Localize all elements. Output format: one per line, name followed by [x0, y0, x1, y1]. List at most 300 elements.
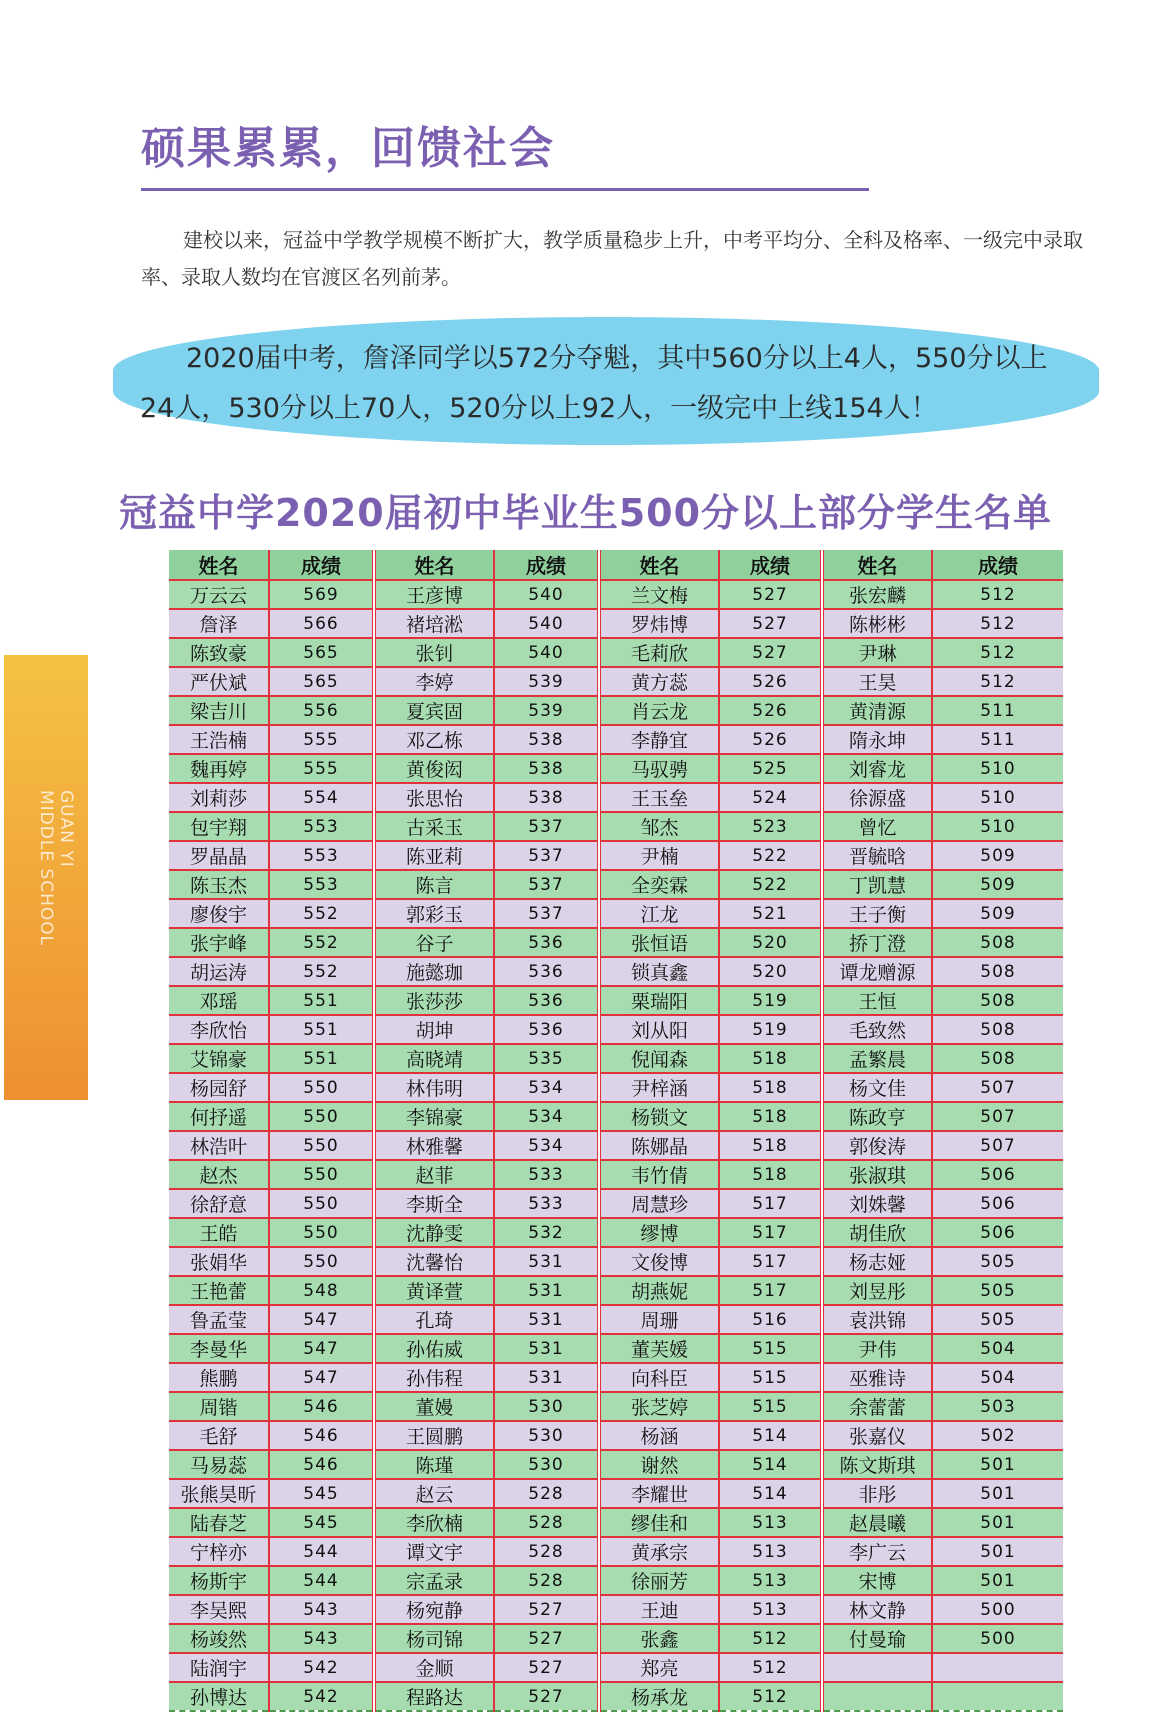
student-name-cell: 王皓: [169, 1218, 269, 1247]
student-name-cell: 兰文梅: [599, 580, 719, 609]
score-cell: 528: [494, 1508, 599, 1537]
score-cell: 551: [269, 1044, 374, 1073]
student-name-cell: 罗炜博: [599, 609, 719, 638]
student-name-cell: 杨锁文: [599, 1102, 719, 1131]
score-cell: 512: [932, 580, 1063, 609]
student-name-cell: 罗晶晶: [169, 841, 269, 870]
student-name-cell: 张宏麟: [822, 580, 932, 609]
score-cell: 519: [719, 986, 822, 1015]
score-cell: 536: [494, 957, 599, 986]
student-name-cell: 魏再婷: [169, 754, 269, 783]
score-cell: 533: [494, 1189, 599, 1218]
student-name-cell: 马驭骋: [599, 754, 719, 783]
student-name-cell: [822, 1682, 932, 1711]
score-cell: 501: [932, 1537, 1063, 1566]
highlight-text: 2020届中考，詹泽同学以572分夺魁，其中560分以上4人，550分以上24人，530分以上70人，520分以上92人，一级完中上线154人！: [140, 343, 1048, 424]
student-name-cell: 鲁孟莹: [169, 1305, 269, 1334]
score-cell: 530: [494, 1450, 599, 1479]
score-cell: 555: [269, 725, 374, 754]
score-cell: 513: [719, 1566, 822, 1595]
score-cell: 534: [494, 1102, 599, 1131]
score-cell: 509: [932, 899, 1063, 928]
table-row: [169, 1015, 1063, 1044]
student-name-cell: 赵菲: [374, 1160, 494, 1189]
student-name-cell: 李锦豪: [374, 1102, 494, 1131]
score-cell: 534: [494, 1073, 599, 1102]
table-row: [169, 841, 1063, 870]
header-score: 成绩: [269, 550, 374, 580]
score-cell: 546: [269, 1450, 374, 1479]
student-name-cell: 赵杰: [169, 1160, 269, 1189]
list-title: 冠益中学2020届初中毕业生500分以上部分学生名单: [118, 491, 1053, 535]
score-cell: 515: [719, 1392, 822, 1421]
table-row: [169, 928, 1063, 957]
score-cell: 507: [932, 1102, 1063, 1131]
section-heading: 硕果累累，回馈社会: [141, 123, 555, 174]
student-name-cell: 杨宛静: [374, 1595, 494, 1624]
student-name-cell: 古采玉: [374, 812, 494, 841]
score-table: [169, 550, 1063, 1712]
student-name-cell: 杨涵: [599, 1421, 719, 1450]
student-name-cell: 毛莉欣: [599, 638, 719, 667]
student-name-cell: 陈政亨: [822, 1102, 932, 1131]
student-name-cell: 詹泽: [169, 609, 269, 638]
score-cell: 531: [494, 1334, 599, 1363]
student-name-cell: 胡运涛: [169, 957, 269, 986]
score-cell: 547: [269, 1334, 374, 1363]
score-cell: 509: [932, 841, 1063, 870]
student-name-cell: 尹琳: [822, 638, 932, 667]
student-name-cell: 刘昱彤: [822, 1276, 932, 1305]
score-cell: 508: [932, 1015, 1063, 1044]
score-cell: 510: [932, 754, 1063, 783]
score-cell: 526: [719, 696, 822, 725]
header-score: 成绩: [932, 550, 1063, 580]
score-cell: 555: [269, 754, 374, 783]
score-cell: 513: [719, 1595, 822, 1624]
score-cell: 506: [932, 1189, 1063, 1218]
student-name-cell: 宗孟录: [374, 1566, 494, 1595]
table-row: [169, 638, 1063, 667]
score-cell: 530: [494, 1421, 599, 1450]
student-name-cell: 尹伟: [822, 1334, 932, 1363]
score-cell: 500: [932, 1624, 1063, 1653]
student-name-cell: 胡燕妮: [599, 1276, 719, 1305]
score-cell: 512: [719, 1653, 822, 1682]
student-name-cell: 李广云: [822, 1537, 932, 1566]
student-name-cell: 黄俊闳: [374, 754, 494, 783]
score-cell: 501: [932, 1450, 1063, 1479]
score-cell: 515: [719, 1334, 822, 1363]
score-cell: 504: [932, 1363, 1063, 1392]
score-cell: 553: [269, 812, 374, 841]
score-cell: 501: [932, 1508, 1063, 1537]
table-row: [169, 1653, 1063, 1682]
student-name-cell: 王彦博: [374, 580, 494, 609]
table-row: [169, 1479, 1063, 1508]
score-cell: 518: [719, 1044, 822, 1073]
score-cell: 551: [269, 986, 374, 1015]
score-cell: 552: [269, 957, 374, 986]
student-name-cell: 文俊博: [599, 1247, 719, 1276]
score-cell: 522: [719, 870, 822, 899]
score-cell: 537: [494, 870, 599, 899]
score-cell: 553: [269, 870, 374, 899]
student-name-cell: 马易蕊: [169, 1450, 269, 1479]
score-cell: 547: [269, 1363, 374, 1392]
score-cell: 520: [719, 957, 822, 986]
score-cell: 550: [269, 1160, 374, 1189]
score-cell: 508: [932, 928, 1063, 957]
watermark-line-2: MIDDLE SCHOOL: [36, 790, 56, 947]
score-cell: 536: [494, 928, 599, 957]
table-row: [169, 899, 1063, 928]
student-name-cell: 包宇翔: [169, 812, 269, 841]
table-row: [169, 609, 1063, 638]
score-cell: 513: [719, 1508, 822, 1537]
student-name-cell: 严伏斌: [169, 667, 269, 696]
score-cell: 505: [932, 1305, 1063, 1334]
student-name-cell: 孙伟程: [374, 1363, 494, 1392]
header-name: 姓名: [822, 550, 932, 580]
student-name-cell: 韦竹倩: [599, 1160, 719, 1189]
student-name-cell: 王圆鹏: [374, 1421, 494, 1450]
score-cell: 569: [269, 580, 374, 609]
table-row: [169, 667, 1063, 696]
table-row: [169, 957, 1063, 986]
student-name-cell: 谭文宇: [374, 1537, 494, 1566]
table-header-row: [169, 550, 1063, 580]
student-name-cell: 王艳蕾: [169, 1276, 269, 1305]
score-cell: 510: [932, 783, 1063, 812]
table-row: [169, 1218, 1063, 1247]
heading-underline: [141, 188, 869, 191]
student-name-cell: 向科臣: [599, 1363, 719, 1392]
score-cell: 502: [932, 1421, 1063, 1450]
student-name-cell: 李耀世: [599, 1479, 719, 1508]
student-name-cell: 王恒: [822, 986, 932, 1015]
score-cell: 526: [719, 667, 822, 696]
score-cell: 512: [932, 609, 1063, 638]
score-cell: 544: [269, 1537, 374, 1566]
score-cell: 520: [719, 928, 822, 957]
score-cell: 551: [269, 1015, 374, 1044]
score-cell: 510: [932, 812, 1063, 841]
score-cell: 527: [719, 638, 822, 667]
student-name-cell: 林浩叶: [169, 1131, 269, 1160]
score-cell: 537: [494, 899, 599, 928]
score-cell: 540: [494, 580, 599, 609]
student-name-cell: 张鑫: [599, 1624, 719, 1653]
table-row: [169, 696, 1063, 725]
header-name: 姓名: [599, 550, 719, 580]
score-cell: 506: [932, 1160, 1063, 1189]
student-name-cell: 邓乙栋: [374, 725, 494, 754]
student-name-cell: 黄承宗: [599, 1537, 719, 1566]
score-cell: 508: [932, 986, 1063, 1015]
student-name-cell: 何抒遥: [169, 1102, 269, 1131]
score-cell: 505: [932, 1276, 1063, 1305]
score-cell: 554: [269, 783, 374, 812]
score-cell: 565: [269, 667, 374, 696]
score-cell: 525: [719, 754, 822, 783]
score-cell: 527: [494, 1595, 599, 1624]
student-name-cell: 张淑琪: [822, 1160, 932, 1189]
student-name-cell: 邓瑶: [169, 986, 269, 1015]
student-name-cell: 李静宜: [599, 725, 719, 754]
score-cell: 539: [494, 667, 599, 696]
student-name-cell: 缪佳和: [599, 1508, 719, 1537]
student-name-cell: 陆春芝: [169, 1508, 269, 1537]
score-table-container: [169, 550, 1063, 1712]
score-cell: 534: [494, 1131, 599, 1160]
table-row: [169, 1131, 1063, 1160]
student-name-cell: 陈亚莉: [374, 841, 494, 870]
student-name-cell: 杨斯宇: [169, 1566, 269, 1595]
student-name-cell: 栗瑞阳: [599, 986, 719, 1015]
score-cell: 519: [719, 1015, 822, 1044]
student-name-cell: 李婷: [374, 667, 494, 696]
student-name-cell: 晋毓晗: [822, 841, 932, 870]
table-row: [169, 1102, 1063, 1131]
student-name-cell: 熊鹏: [169, 1363, 269, 1392]
table-row: [169, 1247, 1063, 1276]
student-name-cell: 丁凯慧: [822, 870, 932, 899]
student-name-cell: 王玉垒: [599, 783, 719, 812]
score-cell: 527: [494, 1653, 599, 1682]
student-name-cell: 徐丽芳: [599, 1566, 719, 1595]
score-cell: 505: [932, 1247, 1063, 1276]
student-name-cell: [822, 1653, 932, 1682]
score-cell: 540: [494, 609, 599, 638]
score-cell: 536: [494, 986, 599, 1015]
student-name-cell: 林伟明: [374, 1073, 494, 1102]
student-name-cell: 毛致然: [822, 1015, 932, 1044]
student-name-cell: 赵晨曦: [822, 1508, 932, 1537]
table-row: [169, 783, 1063, 812]
student-name-cell: 周珊: [599, 1305, 719, 1334]
score-cell: 550: [269, 1102, 374, 1131]
score-cell: 527: [719, 580, 822, 609]
score-cell: 512: [932, 638, 1063, 667]
student-name-cell: 李吴熙: [169, 1595, 269, 1624]
student-name-cell: 江龙: [599, 899, 719, 928]
score-cell: 504: [932, 1334, 1063, 1363]
score-cell: 523: [719, 812, 822, 841]
student-name-cell: 沈静雯: [374, 1218, 494, 1247]
student-name-cell: 梁吉川: [169, 696, 269, 725]
student-name-cell: 张熊昊昕: [169, 1479, 269, 1508]
table-row: [169, 1363, 1063, 1392]
score-cell: 546: [269, 1421, 374, 1450]
score-cell: 514: [719, 1450, 822, 1479]
score-cell: 566: [269, 609, 374, 638]
student-name-cell: 张宇峰: [169, 928, 269, 957]
student-name-cell: 宋博: [822, 1566, 932, 1595]
student-name-cell: 刘姝馨: [822, 1189, 932, 1218]
score-cell: 530: [494, 1392, 599, 1421]
student-name-cell: 周锴: [169, 1392, 269, 1421]
student-name-cell: 胡坤: [374, 1015, 494, 1044]
score-cell: 518: [719, 1073, 822, 1102]
student-name-cell: 陈娜晶: [599, 1131, 719, 1160]
score-cell: 512: [719, 1624, 822, 1653]
table-row: [169, 1566, 1063, 1595]
student-name-cell: 孙佑威: [374, 1334, 494, 1363]
student-name-cell: 郭彩玉: [374, 899, 494, 928]
student-name-cell: 杨志娅: [822, 1247, 932, 1276]
score-cell: 538: [494, 754, 599, 783]
header-name: 姓名: [374, 550, 494, 580]
student-name-cell: 张恒语: [599, 928, 719, 957]
table-row: [169, 1305, 1063, 1334]
score-cell: 507: [932, 1073, 1063, 1102]
score-cell: 527: [494, 1624, 599, 1653]
score-cell: 540: [494, 638, 599, 667]
student-name-cell: 郑亮: [599, 1653, 719, 1682]
table-row: [169, 754, 1063, 783]
student-name-cell: 非彤: [822, 1479, 932, 1508]
score-cell: 538: [494, 783, 599, 812]
student-name-cell: 邹杰: [599, 812, 719, 841]
score-table-body: [169, 580, 1063, 1711]
student-name-cell: 夏宾固: [374, 696, 494, 725]
student-name-cell: 施懿珈: [374, 957, 494, 986]
student-name-cell: 郭俊涛: [822, 1131, 932, 1160]
student-name-cell: 胡佳欣: [822, 1218, 932, 1247]
score-cell: 539: [494, 696, 599, 725]
student-name-cell: 张芝婷: [599, 1392, 719, 1421]
header-name: 姓名: [169, 550, 269, 580]
score-cell: 538: [494, 725, 599, 754]
score-cell: 512: [932, 667, 1063, 696]
student-name-cell: 张娟华: [169, 1247, 269, 1276]
score-cell: 550: [269, 1073, 374, 1102]
student-name-cell: 谷子: [374, 928, 494, 957]
score-cell: 522: [719, 841, 822, 870]
score-cell: [932, 1682, 1063, 1711]
student-name-cell: 艾锦豪: [169, 1044, 269, 1073]
student-name-cell: 陈致豪: [169, 638, 269, 667]
student-name-cell: 巫雅诗: [822, 1363, 932, 1392]
score-cell: 542: [269, 1653, 374, 1682]
student-name-cell: 王迪: [599, 1595, 719, 1624]
score-cell: 513: [719, 1537, 822, 1566]
score-cell: 531: [494, 1276, 599, 1305]
score-cell: 517: [719, 1189, 822, 1218]
score-cell: 547: [269, 1305, 374, 1334]
table-row: [169, 812, 1063, 841]
score-cell: 514: [719, 1479, 822, 1508]
score-cell: 517: [719, 1218, 822, 1247]
student-name-cell: 万云云: [169, 580, 269, 609]
score-cell: 514: [719, 1421, 822, 1450]
table-row: [169, 1450, 1063, 1479]
student-name-cell: 黄清源: [822, 696, 932, 725]
student-name-cell: 袁洪锦: [822, 1305, 932, 1334]
header-score: 成绩: [494, 550, 599, 580]
score-cell: 548: [269, 1276, 374, 1305]
student-name-cell: 倪闻森: [599, 1044, 719, 1073]
score-cell: 517: [719, 1247, 822, 1276]
score-cell: 537: [494, 812, 599, 841]
student-name-cell: 张莎莎: [374, 986, 494, 1015]
student-name-cell: 缪博: [599, 1218, 719, 1247]
student-name-cell: 宁梓亦: [169, 1537, 269, 1566]
student-name-cell: 隋永坤: [822, 725, 932, 754]
student-name-cell: 林文静: [822, 1595, 932, 1624]
student-name-cell: 陈玉杰: [169, 870, 269, 899]
student-name-cell: 杨园舒: [169, 1073, 269, 1102]
student-name-cell: 周慧珍: [599, 1189, 719, 1218]
score-cell: 545: [269, 1479, 374, 1508]
score-cell: 518: [719, 1131, 822, 1160]
score-cell: 508: [932, 957, 1063, 986]
score-cell: 536: [494, 1015, 599, 1044]
student-name-cell: 杨承龙: [599, 1682, 719, 1711]
score-cell: 528: [494, 1566, 599, 1595]
student-name-cell: 张思怡: [374, 783, 494, 812]
score-cell: 516: [719, 1305, 822, 1334]
score-cell: 518: [719, 1102, 822, 1131]
score-cell: 552: [269, 899, 374, 928]
student-name-cell: 张钊: [374, 638, 494, 667]
score-cell: 518: [719, 1160, 822, 1189]
student-name-cell: 徐源盛: [822, 783, 932, 812]
score-cell: 545: [269, 1508, 374, 1537]
student-name-cell: 杨竣然: [169, 1624, 269, 1653]
score-cell: 533: [494, 1160, 599, 1189]
score-cell: 500: [932, 1595, 1063, 1624]
table-row: [169, 1682, 1063, 1711]
score-cell: 517: [719, 1276, 822, 1305]
table-row: [169, 1508, 1063, 1537]
student-name-cell: 全奕霖: [599, 870, 719, 899]
student-name-cell: 余蕾蕾: [822, 1392, 932, 1421]
score-cell: 543: [269, 1624, 374, 1653]
student-name-cell: 挢丁澄: [822, 928, 932, 957]
student-name-cell: 廖俊宇: [169, 899, 269, 928]
student-name-cell: 杨司锦: [374, 1624, 494, 1653]
student-name-cell: 黄方蕊: [599, 667, 719, 696]
score-cell: 503: [932, 1392, 1063, 1421]
table-row: [169, 725, 1063, 754]
student-name-cell: 谢然: [599, 1450, 719, 1479]
score-cell: 509: [932, 870, 1063, 899]
student-name-cell: 付曼瑜: [822, 1624, 932, 1653]
table-row: [169, 1073, 1063, 1102]
student-name-cell: 孔琦: [374, 1305, 494, 1334]
score-cell: 511: [932, 696, 1063, 725]
table-row: [169, 1624, 1063, 1653]
score-cell: 537: [494, 841, 599, 870]
score-cell: 506: [932, 1218, 1063, 1247]
score-cell: 532: [494, 1218, 599, 1247]
student-name-cell: 李曼华: [169, 1334, 269, 1363]
table-row: [169, 1160, 1063, 1189]
student-name-cell: 董芙媛: [599, 1334, 719, 1363]
score-cell: 521: [719, 899, 822, 928]
student-name-cell: 程路达: [374, 1682, 494, 1711]
student-name-cell: 尹楠: [599, 841, 719, 870]
score-cell: 546: [269, 1392, 374, 1421]
student-name-cell: 沈馨怡: [374, 1247, 494, 1276]
header-score: 成绩: [719, 550, 822, 580]
score-cell: 544: [269, 1566, 374, 1595]
score-cell: 531: [494, 1305, 599, 1334]
student-name-cell: 徐舒意: [169, 1189, 269, 1218]
student-name-cell: 高晓靖: [374, 1044, 494, 1073]
